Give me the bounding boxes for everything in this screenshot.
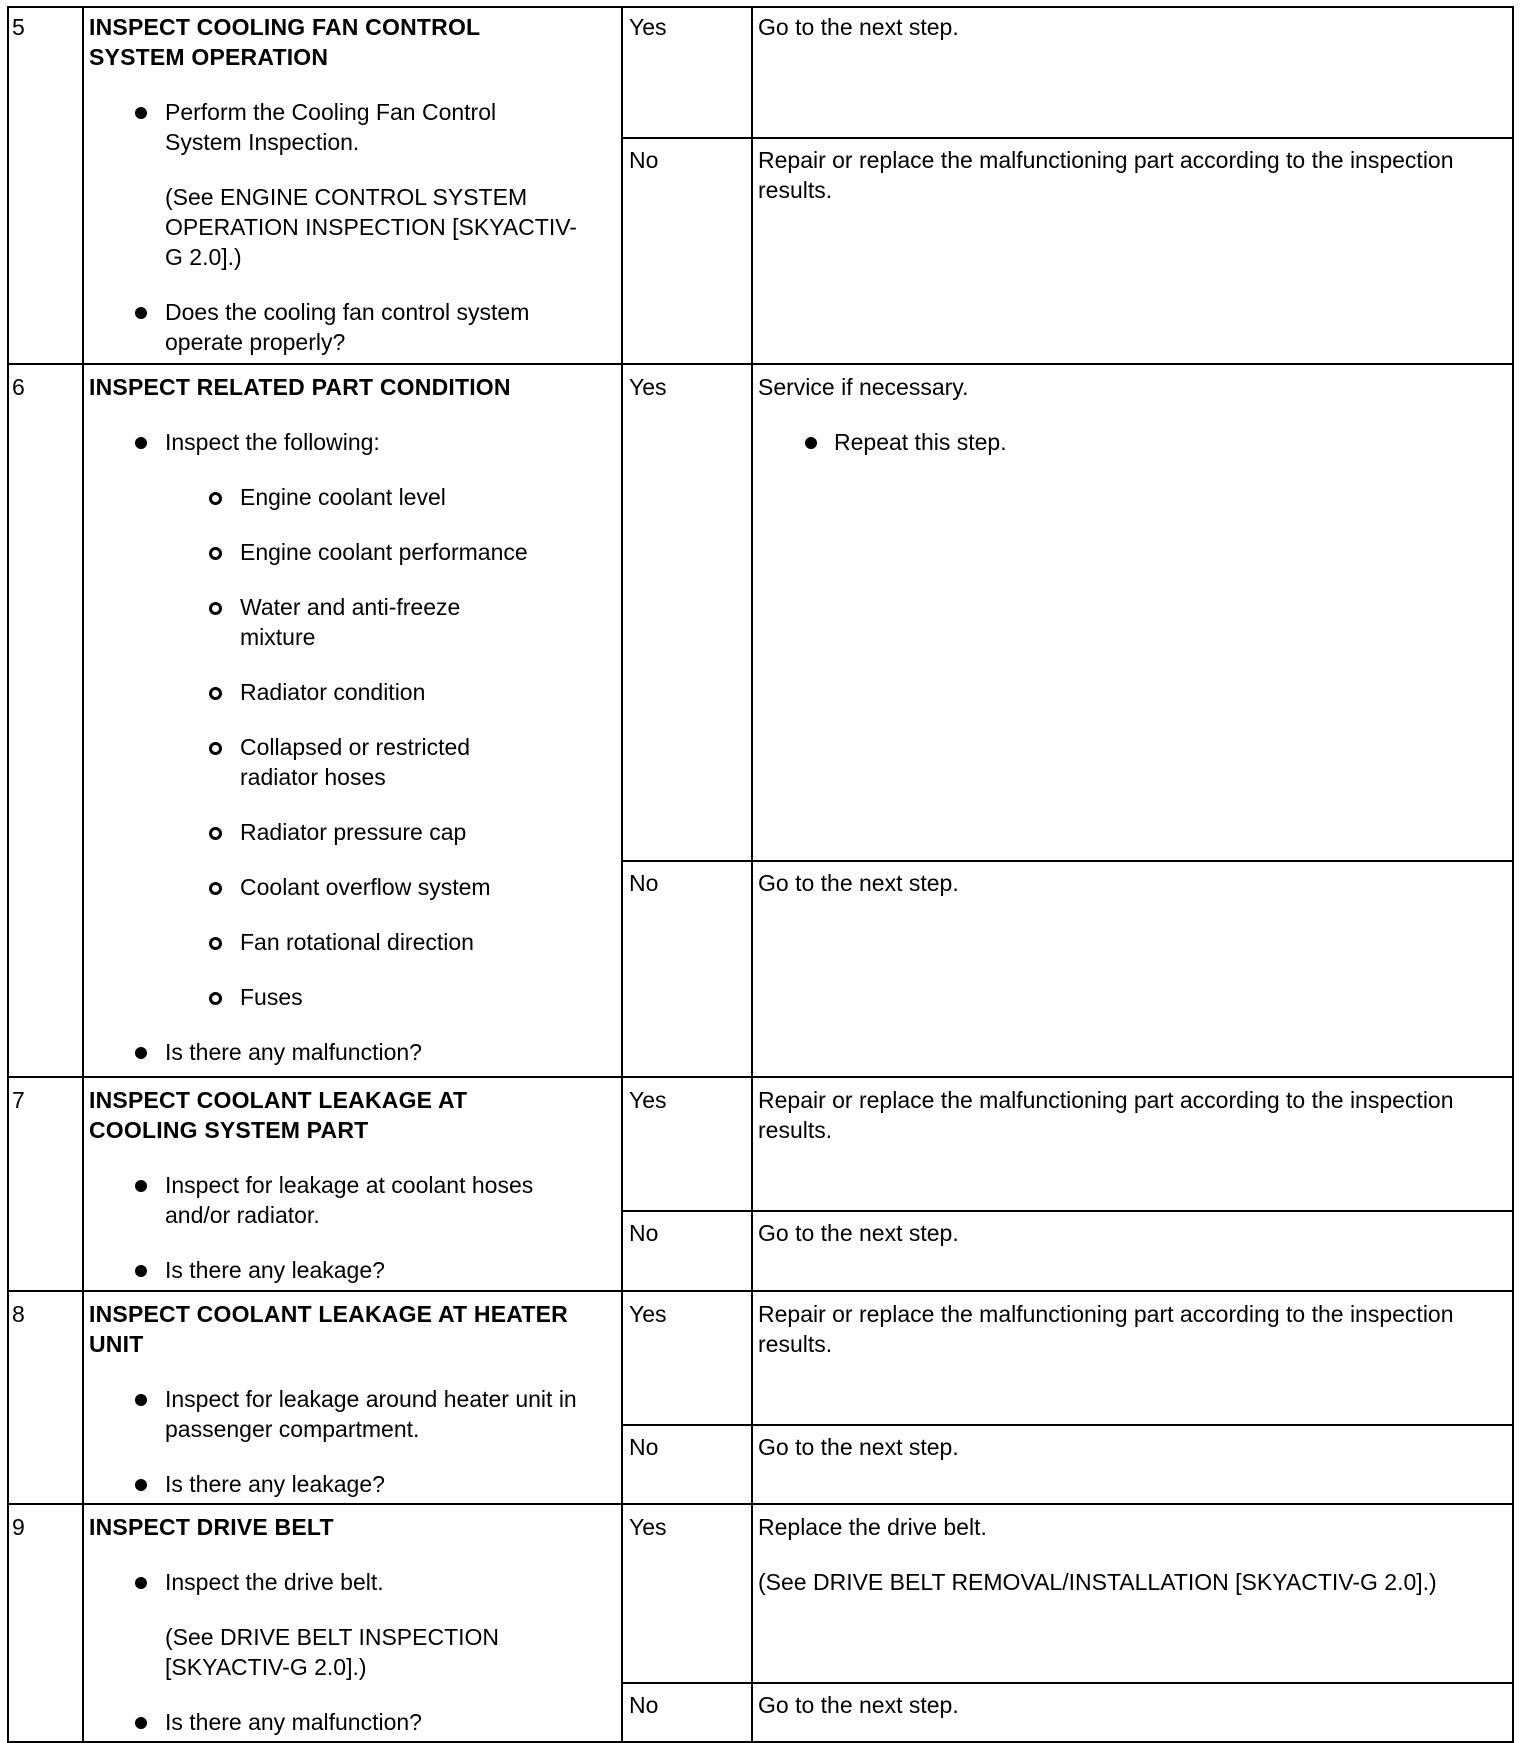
check-item — [89, 872, 609, 902]
yes-action: Repair or replace the malfunctioning part according to the inspection results. — [758, 1087, 1454, 1143]
yes-no-divider-8 — [621, 1424, 1514, 1426]
yes-label: Yes — [629, 14, 667, 40]
yes-no-divider-5 — [621, 137, 1514, 139]
row-divider-8-9 — [7, 1503, 1514, 1505]
yes-label: Yes — [629, 374, 667, 400]
step-7-content — [89, 1085, 609, 1285]
bullet-icon — [135, 437, 147, 449]
check-text: Coolant overflow system — [240, 874, 491, 900]
circle-bullet-icon — [209, 492, 222, 505]
bullet-icon — [135, 1394, 147, 1406]
reference-text: (See ENGINE CONTROL SYSTEM OPERATION INSPECTION [SKYACTIV-G 2.0].) — [165, 184, 577, 270]
bullet-text: Inspect the following: — [165, 429, 380, 455]
yes-action: Replace the drive belt. — [758, 1514, 987, 1540]
check-text: Water and anti-freeze mixture — [240, 594, 461, 650]
bullet-text: Repeat this step. — [834, 429, 1007, 455]
step-number: 5 — [12, 14, 25, 40]
check-text: Collapsed or restricted radiator hoses — [240, 734, 471, 790]
column-divider-2 — [621, 6, 623, 1743]
check-item — [89, 732, 609, 792]
no-label: No — [629, 870, 659, 896]
no-action: Go to the next step. — [758, 1434, 959, 1460]
step-title: INSPECT RELATED PART CONDITION — [89, 374, 511, 400]
check-item — [89, 537, 609, 567]
no-label: No — [629, 147, 659, 173]
circle-bullet-icon — [209, 547, 222, 560]
check-item — [89, 817, 609, 847]
no-label: No — [629, 1692, 659, 1718]
step-number: 7 — [12, 1087, 25, 1113]
yes-no-divider-9 — [621, 1682, 1514, 1684]
table-border-right — [1512, 6, 1514, 1743]
reference-text: (See DRIVE BELT REMOVAL/INSTALLATION [SKYACTIV-G 2.0].) — [758, 1569, 1437, 1595]
no-label: No — [629, 1434, 659, 1460]
row-divider-5-6 — [7, 363, 1514, 365]
bullet-item — [89, 297, 609, 357]
bullet-icon — [135, 1265, 147, 1277]
column-divider-3 — [751, 6, 753, 1743]
no-action: Go to the next step. — [758, 1692, 959, 1718]
check-item — [89, 982, 609, 1012]
step-title: INSPECT COOLANT LEAKAGE AT COOLING SYSTEM PART — [89, 1087, 468, 1143]
bullet-item — [89, 1255, 609, 1285]
circle-bullet-icon — [209, 882, 222, 895]
row-divider-7-8 — [7, 1290, 1514, 1292]
bullet-icon — [805, 437, 817, 449]
bullet-item — [89, 427, 609, 457]
step-number: 9 — [12, 1514, 25, 1540]
circle-bullet-icon — [209, 937, 222, 950]
yes-action: Go to the next step. — [758, 14, 959, 40]
bullet-text: Inspect for leakage at coolant hoses and/or radiator. — [165, 1172, 534, 1228]
yes-label: Yes — [629, 1301, 667, 1327]
check-item — [89, 592, 609, 652]
bullet-item — [89, 1707, 609, 1737]
check-text: Radiator condition — [240, 679, 426, 705]
check-item — [89, 482, 609, 512]
check-item — [89, 927, 609, 957]
bullet-item — [758, 427, 1498, 457]
bullet-text: Is there any malfunction? — [165, 1709, 422, 1735]
bullet-text: Is there any leakage? — [165, 1257, 385, 1283]
column-divider-1 — [82, 6, 84, 1743]
bullet-icon — [135, 307, 147, 319]
table-border-left — [7, 6, 9, 1743]
bullet-icon — [135, 1180, 147, 1192]
bullet-item — [89, 97, 609, 157]
reference-text: (See DRIVE BELT INSPECTION [SKYACTIV-G 2.0].) — [165, 1624, 500, 1680]
bullet-text: Perform the Cooling Fan Control System Inspection. — [165, 99, 497, 155]
yes-action: Service if necessary. — [758, 374, 969, 400]
bullet-icon — [135, 107, 147, 119]
yes-action-block — [758, 372, 1498, 457]
table-border-top — [7, 6, 1514, 8]
bullet-item — [89, 1037, 609, 1067]
no-action: Repair or replace the malfunctioning part according to the inspection results. — [758, 147, 1454, 203]
bullet-text: Does the cooling fan control system operate properly? — [165, 299, 530, 355]
no-action: Go to the next step. — [758, 870, 959, 896]
bullet-item — [89, 1170, 609, 1230]
circle-bullet-icon — [209, 687, 222, 700]
step-number: 8 — [12, 1301, 25, 1327]
circle-bullet-icon — [209, 827, 222, 840]
step-title: INSPECT COOLING FAN CONTROL SYSTEM OPERATION — [89, 14, 480, 70]
circle-bullet-icon — [209, 992, 222, 1005]
step-6-content — [89, 372, 609, 1067]
bullet-text: Is there any leakage? — [165, 1471, 385, 1497]
bullet-item — [89, 1567, 609, 1597]
yes-no-divider-6 — [621, 860, 1514, 862]
check-text: Fuses — [240, 984, 303, 1010]
bullet-icon — [135, 1717, 147, 1729]
yes-action-block — [758, 1512, 1468, 1597]
check-text: Radiator pressure cap — [240, 819, 467, 845]
row-divider-6-7 — [7, 1076, 1514, 1078]
check-text: Fan rotational direction — [240, 929, 474, 955]
yes-action: Repair or replace the malfunctioning part according to the inspection results. — [758, 1301, 1454, 1357]
step-title: INSPECT COOLANT LEAKAGE AT HEATER UNIT — [89, 1301, 568, 1357]
check-item — [89, 677, 609, 707]
step-5-content — [89, 12, 609, 357]
bullet-text: Inspect the drive belt. — [165, 1569, 384, 1595]
bullet-text: Is there any malfunction? — [165, 1039, 422, 1065]
step-8-content — [89, 1299, 614, 1499]
step-9-content — [89, 1512, 609, 1737]
bullet-item — [89, 1384, 614, 1444]
yes-no-divider-7 — [621, 1210, 1514, 1212]
yes-label: Yes — [629, 1087, 667, 1113]
circle-bullet-icon — [209, 602, 222, 615]
check-text: Engine coolant level — [240, 484, 446, 510]
bullet-icon — [135, 1047, 147, 1059]
yes-label: Yes — [629, 1514, 667, 1540]
step-number: 6 — [12, 374, 25, 400]
step-title: INSPECT DRIVE BELT — [89, 1514, 334, 1540]
circle-bullet-icon — [209, 742, 222, 755]
bullet-text: Inspect for leakage around heater unit in passenger compartment. — [165, 1386, 577, 1442]
bullet-icon — [135, 1577, 147, 1589]
bullet-icon — [135, 1479, 147, 1491]
bullet-item — [89, 1469, 614, 1499]
no-label: No — [629, 1220, 659, 1246]
no-action: Go to the next step. — [758, 1220, 959, 1246]
check-text: Engine coolant performance — [240, 539, 528, 565]
